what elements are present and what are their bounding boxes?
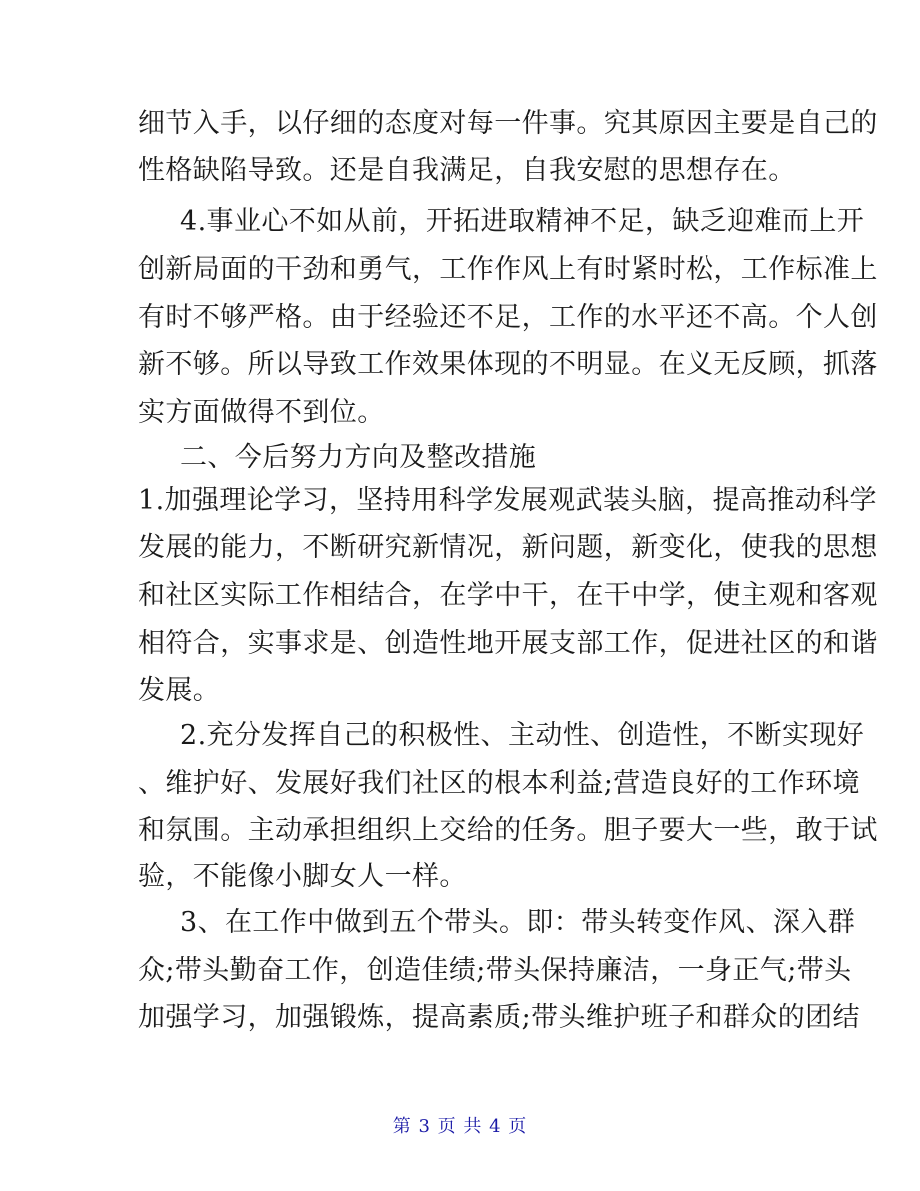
section-heading: 二、今后努力方向及整改措施 (180, 442, 537, 473)
text-line: 创新局面的干劲和勇气，工作作风上有时紧时松，工作标准上 (138, 254, 878, 285)
text-line: 有时不够严格。由于经验还不足，工作的水平还不高。个人创 (138, 302, 878, 333)
text-line: 发展的能力，不断研究新情况，新问题，新变化，使我的思想 (138, 532, 878, 563)
text-line: 4.事业心不如从前，开拓进取精神不足，缺乏迎难而上开 (180, 206, 865, 237)
text-line: 3、在工作中做到五个带头。即：带头转变作风、深入群 (180, 907, 856, 938)
text-line: 实方面做得不到位。 (138, 397, 385, 428)
text-line: 新不够。所以导致工作效果体现的不明显。在义无反顾，抓落 (138, 349, 878, 380)
text-line: 发展。 (138, 675, 221, 706)
text-line: 细节入手，以仔细的态度对每一件事。究其原因主要是自己的 (138, 108, 878, 139)
text-line: 验，不能像小脚女人一样。 (138, 861, 467, 892)
text-line: 加强学习，加强锻炼，提高素质;带头维护班子和群众的团结 (138, 1002, 860, 1033)
text-line: 众;带头勤奋工作，创造佳绩;带头保持廉洁，一身正气;带头 (138, 955, 852, 986)
page-footer: 第 3 页 共 4 页 (392, 1116, 528, 1137)
text-line: 相符合，实事求是、创造性地开展支部工作，促进社区的和谐 (138, 628, 878, 659)
text-line: 和社区实际工作相结合，在学中干，在干中学，使主观和客观 (138, 580, 878, 611)
text-line: 1.加强理论学习，坚持用科学发展观武装头脑，提高推动科学 (138, 485, 877, 516)
text-line: 、维护好、发展好我们社区的根本利益;营造良好的工作环境 (138, 768, 860, 799)
text-line: 和氛围。主动承担组织上交给的任务。胆子要大一些，敢于试 (138, 815, 878, 846)
text-line: 性格缺陷导致。还是自我满足，自我安慰的思想存在。 (138, 155, 796, 186)
text-line: 2.充分发挥自己的积极性、主动性、创造性，不断实现好 (180, 720, 865, 751)
